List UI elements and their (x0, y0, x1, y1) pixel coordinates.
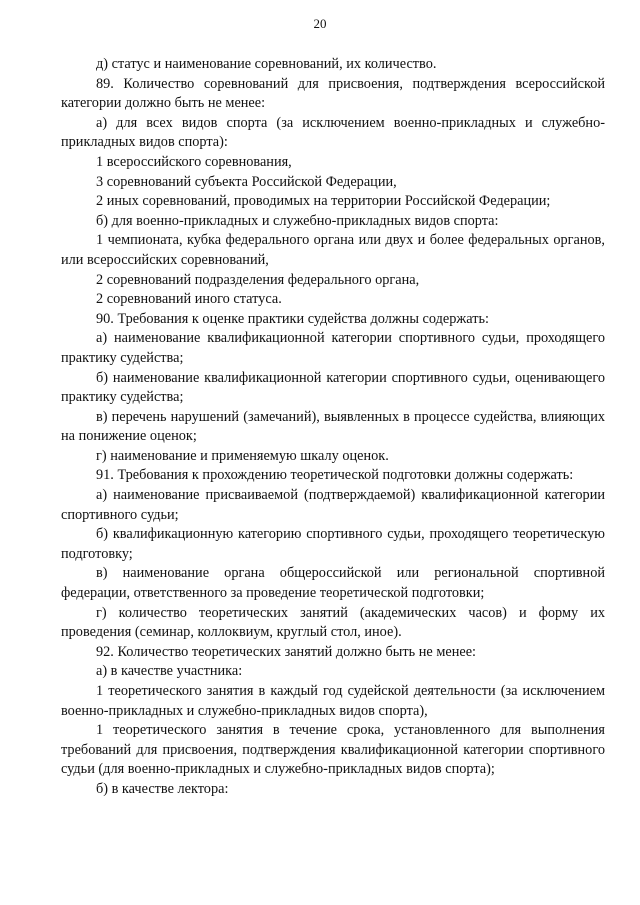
document-body (61, 55, 605, 800)
paragraph: б) для военно-прикладных и служебно-прикладных видов спорта: (96, 212, 499, 229)
paragraph: 2 соревнований подразделения федерального органа, (96, 271, 420, 288)
paragraph: 92. Количество теоретических занятий должно быть не менее: (96, 643, 477, 660)
paragraph: а) в качестве участника: (96, 663, 243, 680)
paragraph: г) количество теоретических занятий (академических часов) и форму их проведения (семинар, коллоквиум, круглый стол, иное). (61, 604, 605, 641)
paragraph: 3 соревнований субъекта Российской Федерации, (96, 173, 397, 190)
paragraph: 1 теоретического занятия в течение срока, установленного для выполнения требований для присвоения, подтверждения квалификационной категории спортивного судьи (для военно-прикладных и служебно-прикладных видов спорта); (61, 722, 605, 778)
paragraph: 1 чемпионата, кубка федерального органа или двух и более федеральных органов, или всероссийских соревнований, (61, 232, 605, 268)
paragraph: 2 иных соревнований, проводимых на территории Российской Федерации; (96, 193, 551, 210)
paragraph: 1 теоретического занятия в каждый год судейской деятельности (за исключением военно-прикладных и служебно-прикладных видов спорта), (61, 683, 605, 719)
paragraph: 2 соревнований иного статуса. (96, 291, 282, 308)
paragraph: а) наименование квалификационной категории спортивного судьи, проходящего практику судейства; (61, 330, 605, 366)
paragraph: г) наименование и применяемую шкалу оценок. (96, 447, 389, 464)
page-number: 20 (313, 16, 327, 31)
paragraph: д) статус и наименование соревнований, их количество. (96, 56, 437, 72)
paragraph: 89. Количество соревнований для присвоения, подтверждения всероссийской категории должно быть не менее: (61, 75, 605, 112)
paragraph: 1 всероссийского соревнования, (96, 153, 292, 170)
paragraph: б) квалификационную категорию спортивного судьи, проходящего теоретическую подготовку; (61, 526, 605, 562)
paragraph: в) наименование органа общероссийской или региональной спортивной федерации, ответственного за проведение теоретической подготовки; (61, 565, 605, 602)
paragraph: в) перечень нарушений (замечаний), выявленных в процессе судейства, влияющих на понижение оценок; (61, 408, 605, 445)
paragraph: а) для всех видов спорта (за исключением военно-прикладных и служебно-прикладных видов спорта): (61, 114, 605, 151)
paragraph: б) в качестве лектора: (96, 780, 229, 797)
paragraph: 91. Требования к прохождению теоретической подготовки должны содержать: (96, 467, 574, 484)
paragraph: 90. Требования к оценке практики судейства должны содержать: (96, 310, 489, 327)
paragraph: а) наименование присваиваемой (подтверждаемой) квалификационной категории спортивного судьи; (61, 487, 605, 523)
paragraph: б) наименование квалификационной категории спортивного судьи, оценивающего практику судейства; (61, 369, 605, 406)
